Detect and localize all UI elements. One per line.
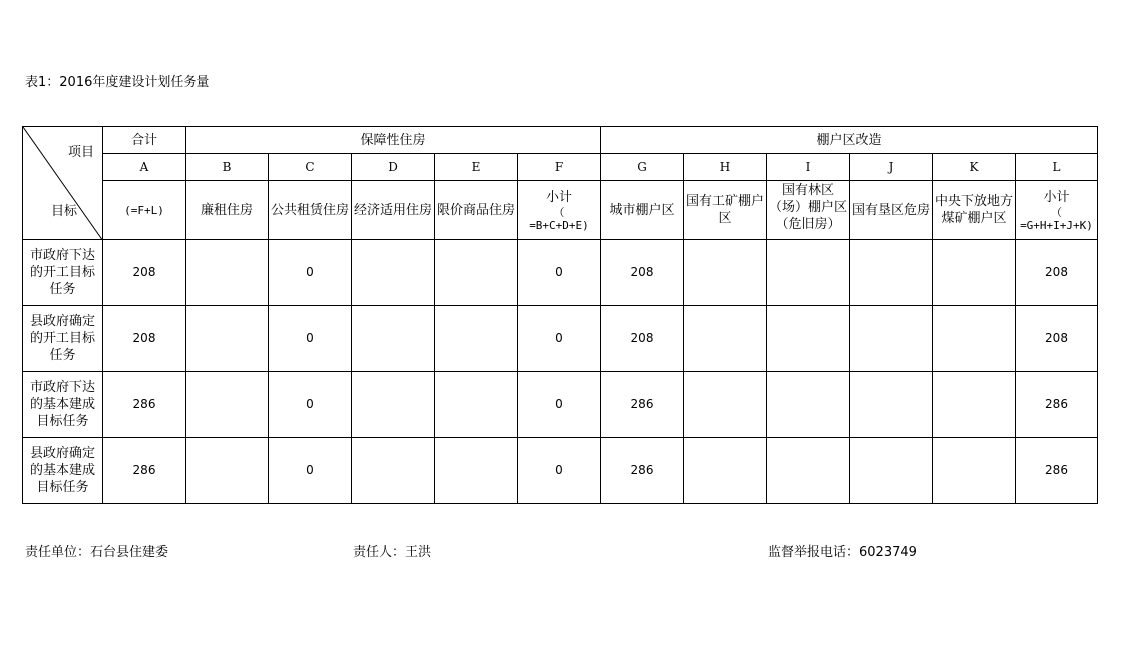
page-title: 表1：2016年度建设计划任务量 bbox=[25, 75, 210, 90]
col-letter-d: D bbox=[352, 154, 435, 181]
col-letter-f: F bbox=[518, 154, 601, 181]
col-letter-k: K bbox=[933, 154, 1016, 181]
cell-a: 208 bbox=[103, 240, 186, 306]
corner-header bbox=[23, 127, 103, 240]
row-label: 县政府确定的开工目标任务 bbox=[23, 306, 103, 372]
cell-k bbox=[933, 240, 1016, 306]
cell-k bbox=[933, 438, 1016, 504]
cell-j bbox=[850, 438, 933, 504]
table-row bbox=[23, 438, 1098, 504]
col-desc-f-line1: 小计 bbox=[545, 189, 572, 205]
col-desc-e: 限价商品住房 bbox=[435, 181, 518, 240]
col-letter-a: A bbox=[103, 154, 186, 181]
cell-i bbox=[767, 438, 850, 504]
cell-g: 208 bbox=[601, 240, 684, 306]
cell-c: 0 bbox=[269, 306, 352, 372]
cell-l: 208 bbox=[1016, 240, 1098, 306]
cell-k bbox=[933, 306, 1016, 372]
cell-g: 286 bbox=[601, 372, 684, 438]
cell-d bbox=[352, 438, 435, 504]
col-letter-b: B bbox=[186, 154, 269, 181]
col-desc-f-line2: （ bbox=[553, 205, 565, 219]
cell-l: 286 bbox=[1016, 438, 1098, 504]
cell-c: 0 bbox=[269, 438, 352, 504]
col-desc-d: 经济适用住房 bbox=[352, 181, 435, 240]
cell-e bbox=[435, 372, 518, 438]
cell-g: 286 bbox=[601, 438, 684, 504]
col-desc-i bbox=[767, 181, 850, 240]
col-desc-l-line3: =G+H+I+J+K) bbox=[1020, 218, 1093, 232]
cell-d bbox=[352, 240, 435, 306]
cell-g: 208 bbox=[601, 306, 684, 372]
col-desc-k: 中央下放地方煤矿棚户区 bbox=[933, 181, 1016, 240]
cell-a: 286 bbox=[103, 438, 186, 504]
table-row bbox=[23, 240, 1098, 306]
table-row bbox=[23, 372, 1098, 438]
cell-a: 208 bbox=[103, 306, 186, 372]
cell-h bbox=[684, 306, 767, 372]
col-letter-e: E bbox=[435, 154, 518, 181]
col-letter-c: C bbox=[269, 154, 352, 181]
cell-e bbox=[435, 240, 518, 306]
col-desc-f-line3: =B+C+D+E) bbox=[529, 218, 589, 232]
col-desc-b: 廉租住房 bbox=[186, 181, 269, 240]
responsible-unit: 责任单位：石台县住建委 bbox=[25, 545, 169, 560]
cell-f: 0 bbox=[518, 306, 601, 372]
cell-i bbox=[767, 306, 850, 372]
col-letter-i: I bbox=[767, 154, 850, 181]
group-header-shanty: 棚户区改造 bbox=[601, 127, 1098, 154]
report-phone: 监督举报电话：6023749 bbox=[768, 545, 917, 560]
cell-c: 0 bbox=[269, 372, 352, 438]
cell-e bbox=[435, 438, 518, 504]
corner-header-item: 项目 bbox=[67, 145, 94, 160]
col-letter-h: H bbox=[684, 154, 767, 181]
col-desc-h: 国有工矿棚户区 bbox=[684, 181, 767, 240]
cell-f: 0 bbox=[518, 240, 601, 306]
cell-i bbox=[767, 240, 850, 306]
cell-f: 0 bbox=[518, 438, 601, 504]
cell-j bbox=[850, 240, 933, 306]
cell-c: 0 bbox=[269, 240, 352, 306]
cell-l: 286 bbox=[1016, 372, 1098, 438]
cell-h bbox=[684, 372, 767, 438]
col-desc-l-line2: （ bbox=[1051, 205, 1062, 219]
col-letter-l: L bbox=[1016, 154, 1098, 181]
cell-b bbox=[186, 438, 269, 504]
col-letter-g: G bbox=[601, 154, 684, 181]
cell-j bbox=[850, 372, 933, 438]
row-label: 市政府下达的基本建成目标任务 bbox=[23, 372, 103, 438]
cell-j bbox=[850, 306, 933, 372]
cell-b bbox=[186, 306, 269, 372]
cell-b bbox=[186, 372, 269, 438]
cell-d bbox=[352, 372, 435, 438]
row-label: 县政府确定的基本建成目标任务 bbox=[23, 438, 103, 504]
group-header-total: 合计 bbox=[103, 127, 186, 154]
cell-d bbox=[352, 306, 435, 372]
cell-f: 0 bbox=[518, 372, 601, 438]
cell-e bbox=[435, 306, 518, 372]
cell-h bbox=[684, 240, 767, 306]
col-desc-c: 公共租赁住房 bbox=[269, 181, 352, 240]
col-desc-f bbox=[518, 181, 601, 240]
row-label: 市政府下达的开工目标任务 bbox=[23, 240, 103, 306]
cell-i bbox=[767, 372, 850, 438]
table-row bbox=[23, 306, 1098, 372]
col-desc-g: 城市棚户区 bbox=[601, 181, 684, 240]
cell-k bbox=[933, 372, 1016, 438]
cell-h bbox=[684, 438, 767, 504]
corner-header-target: 目标 bbox=[51, 204, 78, 219]
cell-a: 286 bbox=[103, 372, 186, 438]
col-desc-a: (=F+L) bbox=[103, 181, 186, 240]
task-table bbox=[22, 126, 1098, 504]
col-desc-j: 国有垦区危房 bbox=[850, 181, 933, 240]
cell-l: 208 bbox=[1016, 306, 1098, 372]
col-desc-i-text: 国有林区（场）棚户区（危旧房） bbox=[769, 183, 847, 232]
col-letter-j: J bbox=[850, 154, 933, 181]
col-desc-l bbox=[1016, 181, 1098, 240]
responsible-person: 责任人：王洪 bbox=[353, 545, 432, 560]
group-header-housing: 保障性住房 bbox=[186, 127, 601, 154]
cell-b bbox=[186, 240, 269, 306]
col-desc-l-line1: 小计 bbox=[1043, 189, 1070, 205]
